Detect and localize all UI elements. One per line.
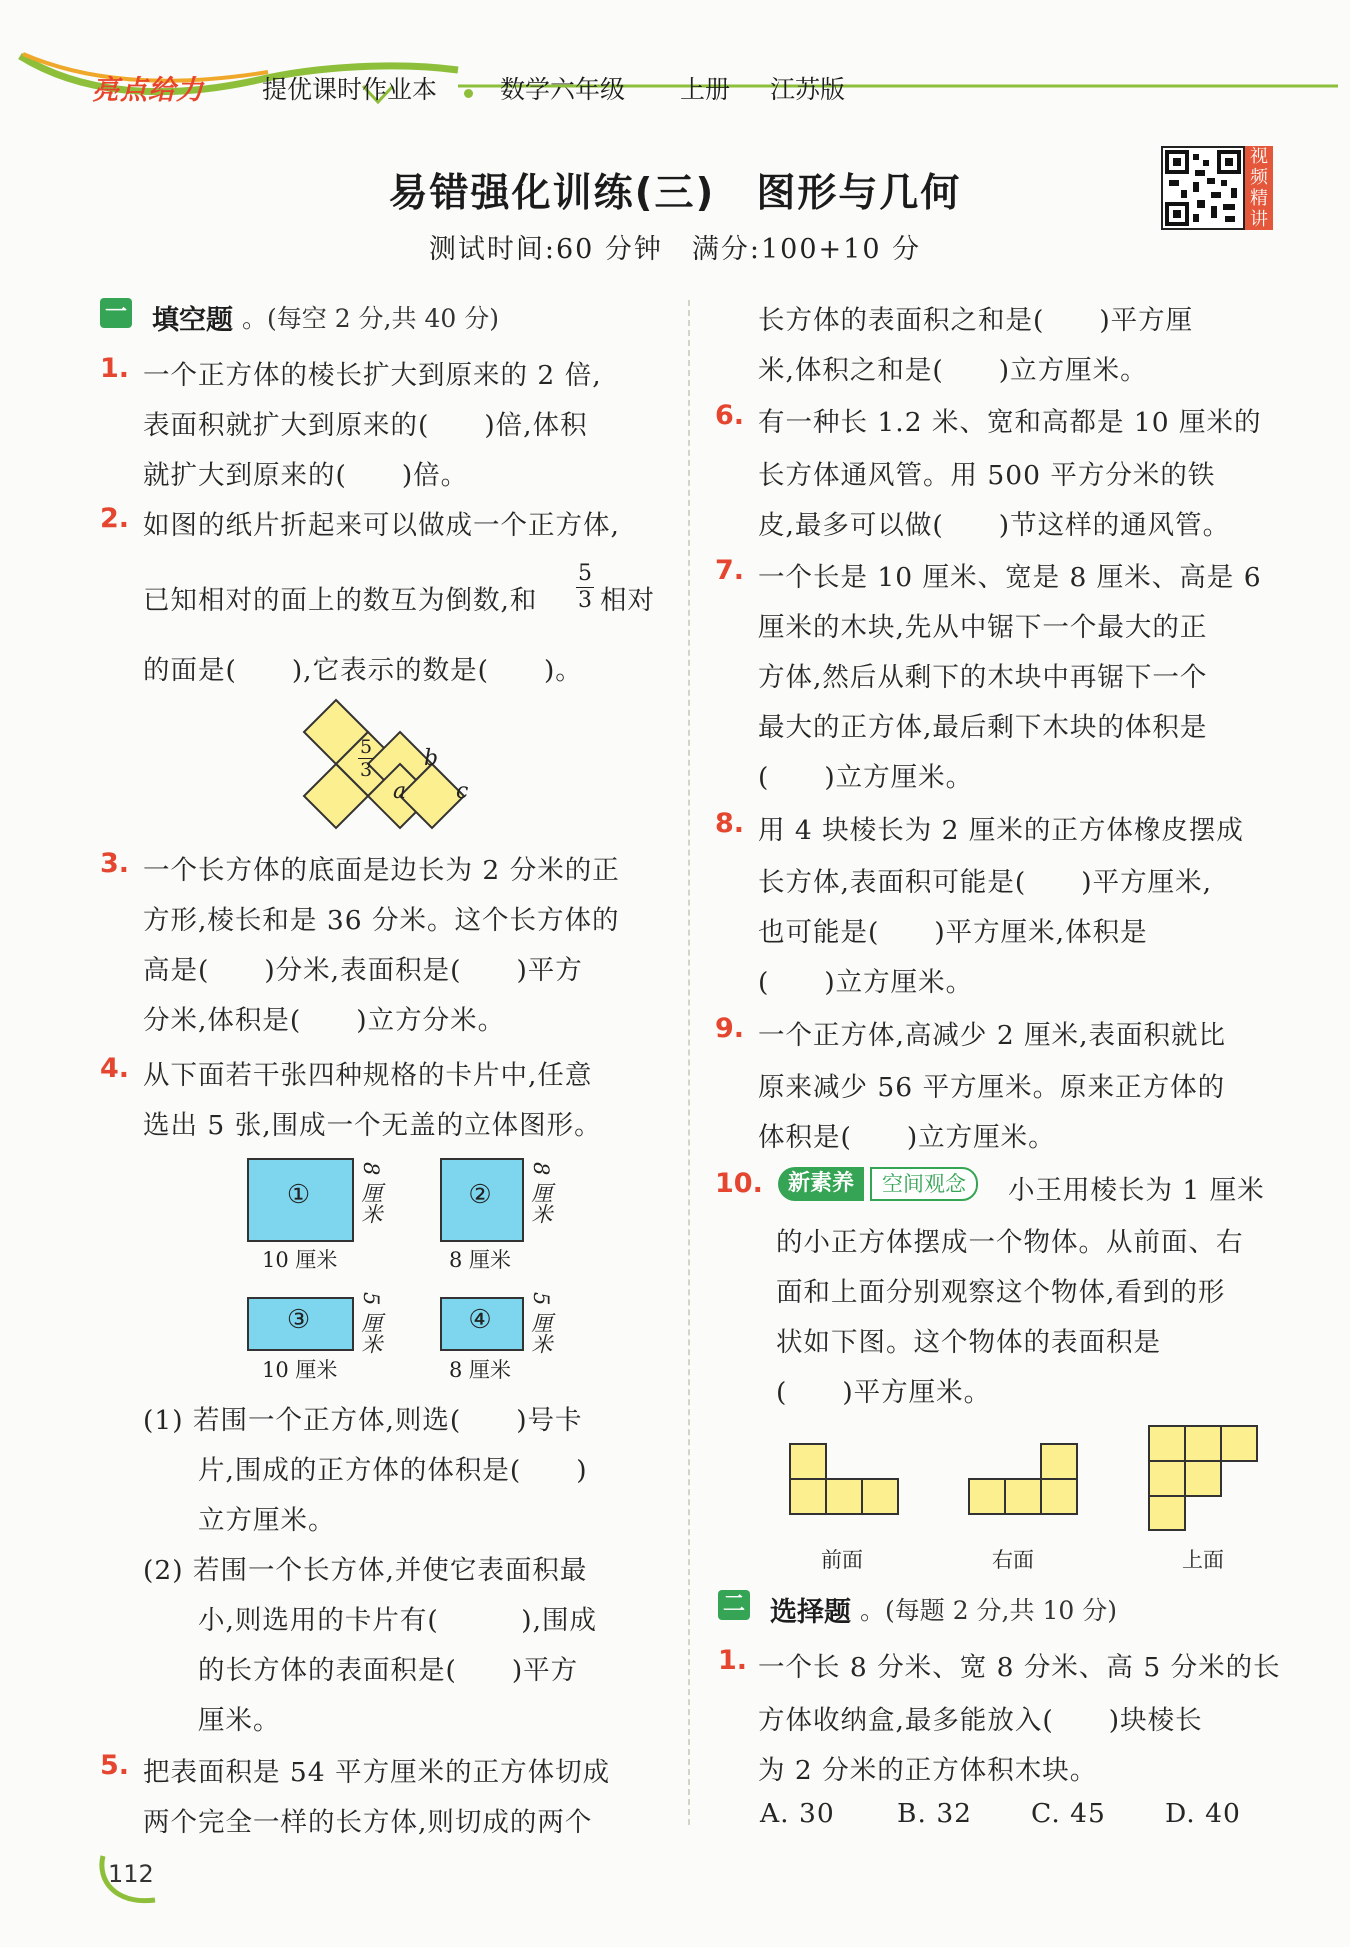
question-text: 高是( )分米,表面积是( )平方 bbox=[143, 955, 583, 986]
video-lecture-label[interactable]: 视频精讲 bbox=[1245, 146, 1273, 230]
question-number: 7. bbox=[715, 555, 745, 586]
fraction-five-thirds bbox=[576, 563, 594, 612]
subject-label: 数学六年级 bbox=[500, 75, 626, 104]
section-badge: 二 bbox=[718, 1590, 750, 1620]
question-text: 已知相对的面上的数互为倒数,和 bbox=[143, 585, 538, 616]
question-text: 一个长是 10 厘米、宽是 8 厘米、高是 6 bbox=[758, 562, 1262, 593]
sub-question-text: (2) 若围一个长方体,并使它表面积最 bbox=[143, 1555, 588, 1586]
option-a: A. 30 bbox=[760, 1798, 835, 1829]
question-text: 就扩大到原来的( )倍。 bbox=[143, 460, 469, 491]
question-text: 小王用棱长为 1 厘米 bbox=[1008, 1175, 1265, 1206]
question-text: 一个长方体的底面是边长为 2 分米的正 bbox=[143, 855, 620, 886]
question-text: 米,体积之和是( )立方厘米。 bbox=[758, 355, 1148, 386]
question-text: 长方体的表面积之和是( )平方厘 bbox=[758, 305, 1194, 336]
question-text: 方体,然后从剩下的木块中再锯下一个 bbox=[758, 662, 1208, 693]
question-number: 3. bbox=[100, 848, 130, 879]
right-view-label: 右面 bbox=[992, 1548, 1034, 1572]
question-text: 从下面若干张四种规格的卡片中,任意 bbox=[143, 1060, 593, 1091]
question-text: 如图的纸片折起来可以做成一个正方体, bbox=[143, 510, 620, 541]
net-fraction bbox=[358, 738, 374, 779]
sub-question-text: 立方厘米。 bbox=[198, 1505, 336, 1536]
question-text: 有一种长 1.2 米、宽和高都是 10 厘米的 bbox=[758, 407, 1262, 438]
card-4-height: 5 厘米 bbox=[529, 1292, 553, 1355]
question-text: 方形,棱长和是 36 分米。这个长方体的 bbox=[143, 905, 620, 936]
question-text: 状如下图。这个物体的表面积是 bbox=[776, 1327, 1161, 1358]
question-text: ( )平方厘米。 bbox=[776, 1377, 992, 1408]
card-2-label: ② bbox=[468, 1180, 492, 1210]
fraction-numerator: 5 bbox=[578, 561, 592, 586]
sub-question-text: 的长方体的表面积是( )平方 bbox=[198, 1655, 579, 1686]
right-view-diagram bbox=[967, 1442, 1079, 1516]
series-name: 提优课时作业本 bbox=[262, 75, 438, 104]
question-text: 方体收纳盒,最多能放入( )块棱长 bbox=[758, 1705, 1203, 1736]
card-4-width: 8 厘米 bbox=[449, 1358, 512, 1382]
page-title: 易错强化训练(三) 图形与几何 bbox=[388, 171, 962, 216]
net-fraction-denominator: 3 bbox=[359, 759, 373, 781]
net-fraction-numerator: 5 bbox=[359, 736, 373, 758]
edition-label: 江苏版 bbox=[770, 75, 846, 104]
question-text: 选出 5 张,围成一个无盖的立体图形。 bbox=[143, 1110, 602, 1141]
volume-label: 上册 bbox=[680, 75, 731, 104]
section-title: 填空题 bbox=[152, 305, 233, 336]
column-divider bbox=[688, 300, 690, 1825]
question-text: 长方体通风管。用 500 平方分米的铁 bbox=[758, 460, 1216, 491]
section-title: 选择题 bbox=[770, 1597, 851, 1628]
question-text: 原来减少 56 平方厘米。原来正方体的 bbox=[758, 1072, 1226, 1103]
sub-question-text: 片,围成的正方体的体积是( ) bbox=[198, 1455, 588, 1486]
question-number: 9. bbox=[715, 1013, 745, 1044]
section-note: 。(每题 2 分,共 10 分) bbox=[860, 1596, 1117, 1625]
question-text: 相对 bbox=[600, 585, 655, 616]
question-text: 长方体,表面积可能是( )平方厘米, bbox=[758, 867, 1213, 898]
front-view-diagram bbox=[788, 1442, 900, 1516]
card-1-height: 8 厘米 bbox=[359, 1162, 383, 1225]
question-number: 10. bbox=[715, 1168, 763, 1199]
question-number: 1. bbox=[100, 353, 130, 384]
fraction-denominator: 3 bbox=[578, 588, 592, 613]
card-3-width: 10 厘米 bbox=[262, 1358, 338, 1382]
question-text: 一个长 8 分米、宽 8 分米、高 5 分米的长 bbox=[758, 1652, 1281, 1683]
card-4-label: ④ bbox=[468, 1305, 492, 1335]
question-text: 皮,最多可以做( )节这样的通风管。 bbox=[758, 510, 1231, 541]
separator-dot bbox=[464, 89, 473, 98]
question-text: 也可能是( )平方厘米,体积是 bbox=[758, 917, 1148, 948]
question-number: 4. bbox=[100, 1053, 130, 1084]
net-label-c: c bbox=[456, 779, 469, 804]
question-text: 体积是( )立方厘米。 bbox=[758, 1122, 1056, 1153]
question-text: 用 4 块棱长为 2 厘米的正方体橡皮摆成 bbox=[758, 815, 1244, 846]
literacy-tag: 新素养 bbox=[778, 1167, 864, 1201]
spatial-concept-tag: 空间观念 bbox=[870, 1167, 978, 1201]
sub-question-text: 小,则选用的卡片有( ),围成 bbox=[198, 1605, 598, 1636]
question-text: 的面是( ),它表示的数是( )。 bbox=[143, 655, 583, 686]
section-note: 。(每空 2 分,共 40 分) bbox=[242, 304, 499, 333]
question-number: 2. bbox=[100, 503, 130, 534]
top-view-diagram bbox=[1147, 1424, 1259, 1532]
question-text: 两个完全一样的长方体,则切成的两个 bbox=[143, 1807, 593, 1838]
header-swoosh bbox=[18, 52, 1338, 112]
card-2-height: 8 厘米 bbox=[529, 1162, 553, 1225]
card-3-height: 5 厘米 bbox=[359, 1292, 383, 1355]
question-number: 5. bbox=[100, 1750, 130, 1781]
question-text: 的小正方体摆成一个物体。从前面、右 bbox=[776, 1227, 1244, 1258]
question-text: ( )立方厘米。 bbox=[758, 967, 974, 998]
question-text: 面和上面分别观察这个物体,看到的形 bbox=[776, 1277, 1226, 1308]
brand-logo: 亮点给力 bbox=[92, 75, 204, 106]
option-b: B. 32 bbox=[897, 1798, 973, 1829]
top-view-label: 上面 bbox=[1182, 1548, 1224, 1572]
question-text: ( )立方厘米。 bbox=[758, 762, 974, 793]
question-number: 8. bbox=[715, 808, 745, 839]
question-text: 表面积就扩大到原来的( )倍,体积 bbox=[143, 410, 588, 441]
question-text: 为 2 分米的正方体积木块。 bbox=[758, 1755, 1098, 1786]
question-number: 6. bbox=[715, 400, 745, 431]
question-text: 一个正方体的棱长扩大到原来的 2 倍, bbox=[143, 360, 602, 391]
page-number: 112 bbox=[108, 1860, 154, 1888]
card-1-label: ① bbox=[286, 1180, 311, 1210]
card-2-width: 8 厘米 bbox=[449, 1248, 512, 1272]
card-3-label: ③ bbox=[286, 1305, 311, 1335]
option-d: D. 40 bbox=[1165, 1798, 1241, 1829]
question-text: 把表面积是 54 平方厘米的正方体切成 bbox=[143, 1757, 611, 1788]
question-text: 厘米的木块,先从中锯下一个最大的正 bbox=[758, 612, 1208, 643]
question-text: 最大的正方体,最后剩下木块的体积是 bbox=[758, 712, 1208, 743]
card-1-width: 10 厘米 bbox=[262, 1248, 338, 1272]
question-text: 一个正方体,高减少 2 厘米,表面积就比 bbox=[758, 1020, 1227, 1051]
question-text: 分米,体积是( )立方分米。 bbox=[143, 1005, 506, 1036]
cube-net bbox=[300, 698, 500, 833]
net-label-a: a bbox=[393, 779, 407, 804]
front-view-label: 前面 bbox=[821, 1548, 863, 1572]
sub-question-text: 厘米。 bbox=[198, 1705, 281, 1736]
net-label-b: b bbox=[424, 746, 439, 771]
page-subtitle: 测试时间:60 分钟 满分:100+10 分 bbox=[428, 234, 922, 265]
section-badge: 一 bbox=[100, 298, 132, 328]
option-c: C. 45 bbox=[1031, 1798, 1106, 1829]
question-number: 1. bbox=[718, 1645, 748, 1676]
sub-question-text: (1) 若围一个正方体,则选( )号卡 bbox=[143, 1405, 583, 1436]
